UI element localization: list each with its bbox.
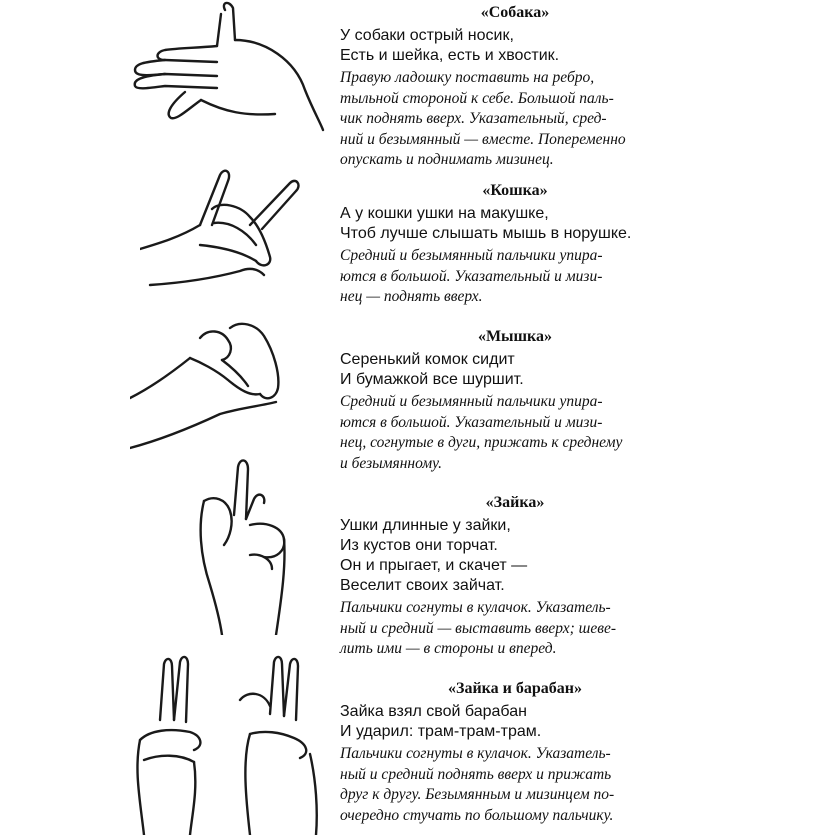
verse bbox=[340, 702, 690, 742]
section-title: «Зайка и барабан» bbox=[448, 680, 582, 697]
instruction-line: ются в большой. Указательный и мизи- bbox=[340, 267, 603, 285]
verse-line: А у кошки ушки на макушке, bbox=[340, 205, 549, 222]
instruction-line: очередно стучать по большому пальчику. bbox=[340, 806, 614, 824]
instruction-line: Средний и безымянный пальчики упира- bbox=[340, 393, 603, 410]
section-title: «Кошка» bbox=[482, 182, 548, 199]
section-title: «Зайка» bbox=[485, 494, 545, 511]
verse-line: Чтоб лучше слышать мышь в норушке. bbox=[340, 225, 632, 242]
section-title: «Мышка» bbox=[477, 328, 553, 345]
instruction-line: чик поднять вверх. Указательный, сред- bbox=[340, 110, 607, 127]
verse bbox=[340, 516, 690, 596]
bunny-drum-hands-illustration bbox=[130, 650, 330, 835]
verse-line: Ушки длинные у зайки, bbox=[340, 517, 511, 534]
mouse-hand-illustration bbox=[130, 318, 300, 458]
verse-line: Серенький комок сидит bbox=[340, 351, 515, 368]
section-dog bbox=[340, 4, 690, 171]
section-bunny-drum bbox=[340, 680, 690, 826]
verse-line: И ударил: трам-трам-трам. bbox=[340, 723, 542, 740]
verse-line: И бумажкой все шуршит. bbox=[340, 371, 524, 388]
verse bbox=[340, 26, 690, 66]
cat-hand-illustration bbox=[140, 165, 320, 295]
instructions bbox=[340, 68, 690, 171]
instruction-line: тыльной стороной к себе. Большой паль- bbox=[340, 89, 614, 107]
instruction-line: ный и средний — выставить вверх; шеве- bbox=[340, 619, 617, 637]
dog-hand-illustration bbox=[125, 0, 325, 140]
verse bbox=[340, 204, 690, 244]
instruction-line: ный и средний поднять вверх и прижать bbox=[340, 765, 612, 783]
instruction-line: нец, согнутые в дуги, прижать к среднему bbox=[340, 434, 623, 451]
instruction-line: и безымянному. bbox=[340, 454, 442, 472]
instructions bbox=[340, 744, 690, 826]
instruction-line: друг к другу. Безымянным и мизинцем по- bbox=[340, 786, 615, 803]
instruction-line: Пальчики согнуты в кулачок. Указатель- bbox=[340, 599, 611, 616]
instruction-line: Правую ладошку поставить на ребро, bbox=[340, 69, 595, 86]
instructions bbox=[340, 392, 690, 474]
bunny-hand-illustration bbox=[190, 455, 300, 635]
instruction-line: Пальчики согнуты в кулачок. Указатель- bbox=[340, 745, 611, 762]
instructions bbox=[340, 246, 690, 308]
instruction-line: Средний и безымянный пальчики упира- bbox=[340, 247, 603, 264]
verse-line: У собаки острый носик, bbox=[340, 27, 514, 44]
verse bbox=[340, 350, 690, 390]
section-cat bbox=[340, 182, 690, 308]
section-title: «Собака» bbox=[480, 4, 550, 21]
verse-line: Зайка взял свой барабан bbox=[340, 703, 527, 720]
instruction-line: нец — поднять вверх. bbox=[340, 288, 483, 305]
instruction-line: лить ими — в стороны и вперед. bbox=[340, 640, 557, 657]
section-bunny bbox=[340, 494, 690, 660]
instruction-line: ются в большой. Указательный и мизи- bbox=[340, 413, 603, 431]
instructions bbox=[340, 598, 690, 660]
instruction-line: ний и безымянный — вместе. Попеременно bbox=[340, 130, 626, 148]
section-mouse bbox=[340, 328, 690, 474]
verse-line: Веселит своих зайчат. bbox=[340, 577, 505, 594]
verse-line: Из кустов они торчат. bbox=[340, 537, 498, 554]
verse-line: Есть и шейка, есть и хвостик. bbox=[340, 47, 560, 64]
verse-line: Он и прыгает, и скачет — bbox=[340, 557, 528, 574]
instruction-line: опускать и поднимать мизинец. bbox=[340, 151, 554, 168]
